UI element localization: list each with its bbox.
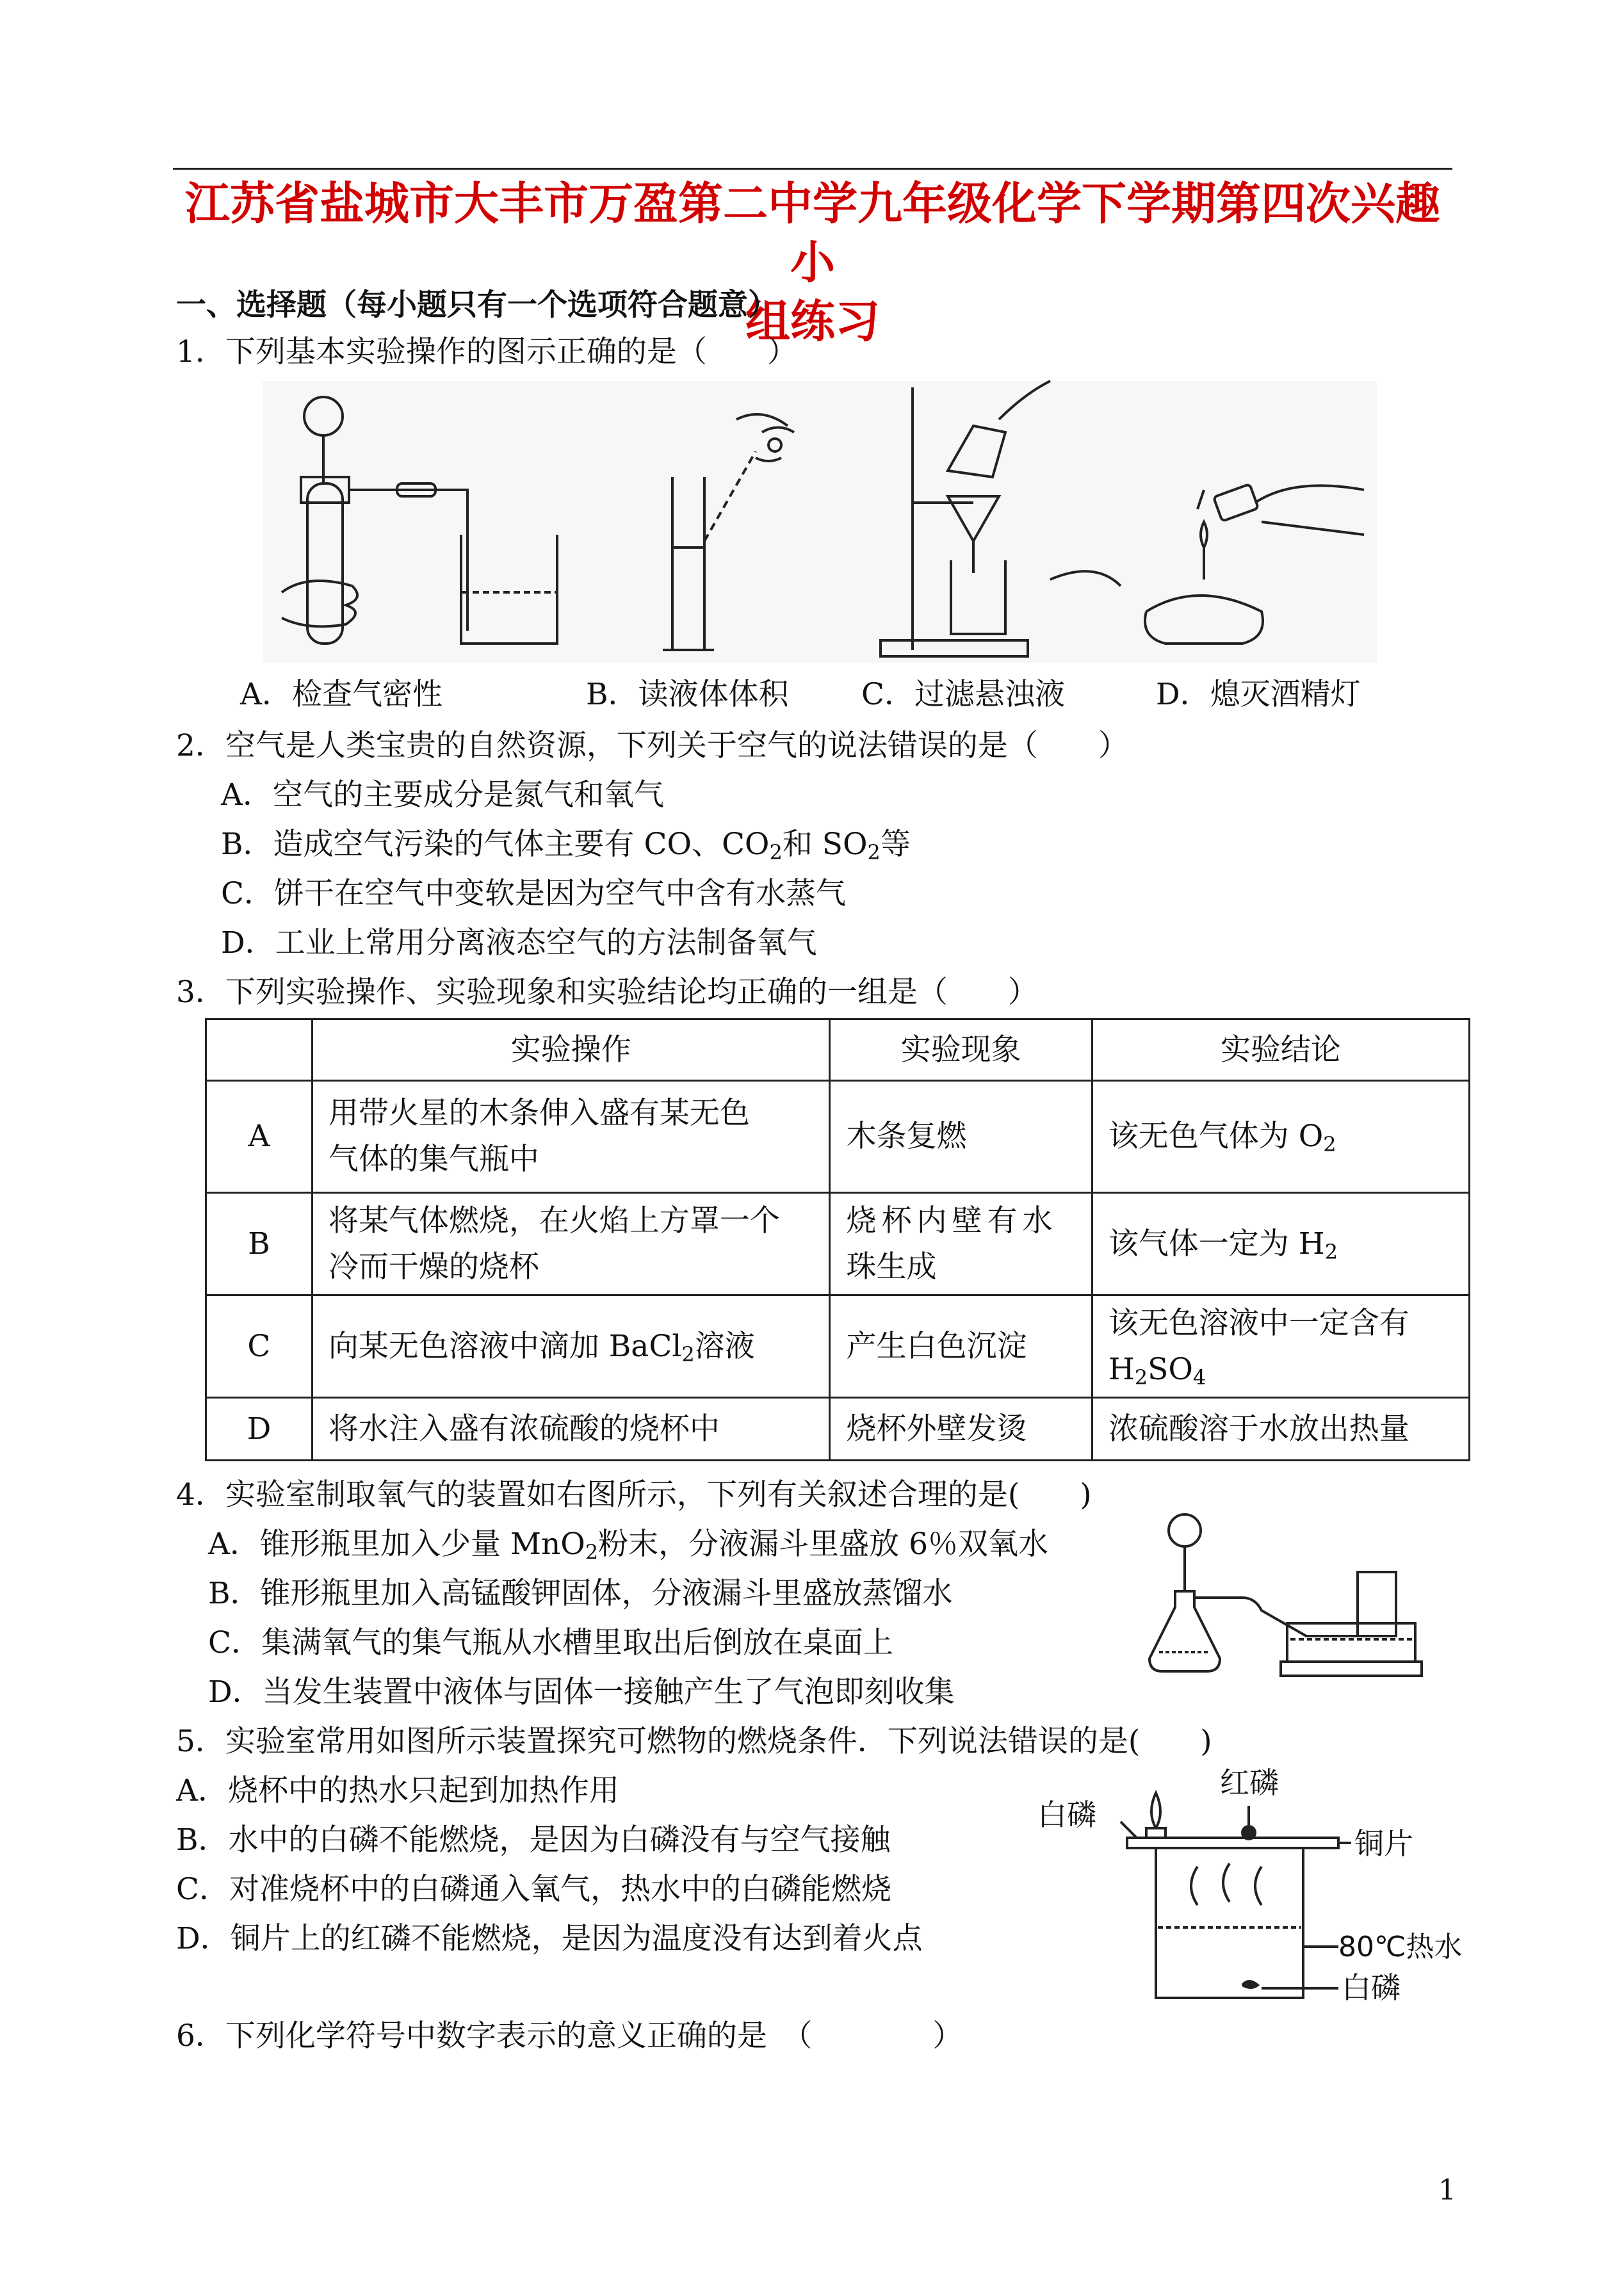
q5-stem: 5．实验室常用如图所示装置探究可燃物的燃烧条件．下列说法错误的是( ) [176, 1724, 1212, 1759]
conclusion-cell: 该气体一定为 $H_2$ [1092, 1193, 1469, 1295]
q5-option-a: A．烧杯中的热水只起到加热作用 [176, 1773, 619, 1808]
header-cell: 实验现象 [830, 1019, 1092, 1081]
operation-cell: 向某无色溶液中滴加 BaCl$_2$溶液 [312, 1295, 830, 1398]
q1-figure [263, 381, 1377, 663]
table-row [206, 1295, 1470, 1398]
q1-option-d: D．熄灭酒精灯 [1156, 677, 1361, 712]
title-line-1: 江苏省盐城市大丰市万盈第二中学九年级化学下学期第四次兴趣小 [185, 177, 1440, 289]
row-label: D [206, 1398, 313, 1461]
q4-option-c: C．集满氧气的集气瓶从水槽里取出后倒放在桌面上 [208, 1625, 893, 1660]
phenomenon-cell: 烧杯外壁发烫 [830, 1398, 1092, 1461]
label-white-phosphorus-top: 白磷 [1037, 1797, 1096, 1832]
phenomenon-cell: 木条复燃 [830, 1081, 1092, 1193]
q1-apparatus-illustration [263, 381, 1377, 663]
label-red-phosphorus: 红磷 [1220, 1765, 1279, 1800]
table-header-row [206, 1019, 1470, 1081]
conclusion-cell: 该无色气体为 $O_2$ [1092, 1081, 1469, 1193]
table-row [206, 1193, 1470, 1295]
q1-stem: 1．下列基本实验操作的图示正确的是（ ） [176, 334, 797, 369]
q4-option-a: A．锥形瓶里加入少量 MnO$_2$粉末，分液漏斗里盛放 6％双氧水 [208, 1527, 1049, 1564]
q4-oxygen-apparatus-figure [1146, 1495, 1422, 1681]
q1-option-b: B．读液体体积 [586, 677, 789, 712]
q4-option-d: D．当发生装置中液体与固体一接触产生了气泡即刻收集 [208, 1675, 955, 1710]
header-cell [206, 1019, 313, 1081]
table-row [206, 1081, 1470, 1193]
phenomenon-cell: 烧杯内壁有水 珠生成 [830, 1193, 1092, 1295]
row-label: B [206, 1193, 313, 1295]
operation-cell: 将某气体燃烧，在火焰上方罩一个 冷而干燥的烧杯 [312, 1193, 830, 1295]
q2-option-d: D．工业上常用分离液态空气的方法制备氧气 [221, 925, 817, 961]
q6-stem: 6．下列化学符号中数字表示的意义正确的是 （ ） [176, 2018, 963, 2054]
q5-option-d: D．铜片上的红磷不能燃烧，是因为温度没有达到着火点 [176, 1921, 923, 1956]
label-white-phosphorus-bottom: 白磷 [1342, 1970, 1401, 2005]
conclusion-cell: 该无色溶液中一定含有 $H_2SO_4$ [1092, 1295, 1469, 1398]
operation-cell: 用带火星的木条伸入盛有某无色 气体的集气瓶中 [312, 1081, 830, 1193]
label-hot-water: 80℃热水 [1338, 1931, 1463, 1963]
q3-stem: 3．下列实验操作、实验现象和实验结论均正确的一组是（ ） [176, 975, 1038, 1010]
header-cell: 实验结论 [1092, 1019, 1469, 1081]
title-line-2: 组练习 [745, 295, 880, 348]
conclusion-cell: 浓硫酸溶于水放出热量 [1092, 1398, 1469, 1461]
q2-stem: 2．空气是人类宝贵的自然资源，下列关于空气的说法错误的是（ ） [176, 728, 1128, 763]
header-rule [173, 168, 1452, 170]
label-copper-sheet: 铜片 [1354, 1826, 1413, 1861]
q2-option-c: C．饼干在空气中变软是因为空气中含有水蒸气 [221, 876, 846, 911]
q5-combustion-figure [1037, 1758, 1463, 2014]
q3-experiment-table [205, 1018, 1470, 1461]
section-heading: 一、选择题（每小题只有一个选项符合题意） [176, 288, 778, 323]
q2-option-a: A．空气的主要成分是氮气和氧气 [221, 777, 664, 813]
operation-cell: 将水注入盛有浓硫酸的烧杯中 [312, 1398, 830, 1461]
page-number: 1 [1438, 2174, 1456, 2207]
phenomenon-cell: 产生白色沉淀 [830, 1295, 1092, 1398]
q4-stem: 4．实验室制取氧气的装置如右图所示，下列有关叙述合理的是( ) [176, 1477, 1092, 1512]
row-label: A [206, 1081, 313, 1193]
row-label: C [206, 1295, 313, 1398]
table-row [206, 1398, 1470, 1461]
q1-option-a: A．检查气密性 [240, 677, 443, 712]
q1-option-c: C．过滤悬浊液 [861, 677, 1065, 712]
q5-option-b: B．水中的白磷不能燃烧，是因为白磷没有与空气接触 [176, 1822, 891, 1858]
q4-option-b: B．锥形瓶里加入高锰酸钾固体，分液漏斗里盛放蒸馏水 [208, 1576, 953, 1611]
header-cell: 实验操作 [312, 1019, 830, 1081]
q2-option-b: B．造成空气污染的气体主要有 CO、$CO_2$和 $SO_2$等 [221, 827, 911, 864]
q5-option-c: C．对准烧杯中的白磷通入氧气，热水中的白磷能燃烧 [176, 1872, 891, 1907]
